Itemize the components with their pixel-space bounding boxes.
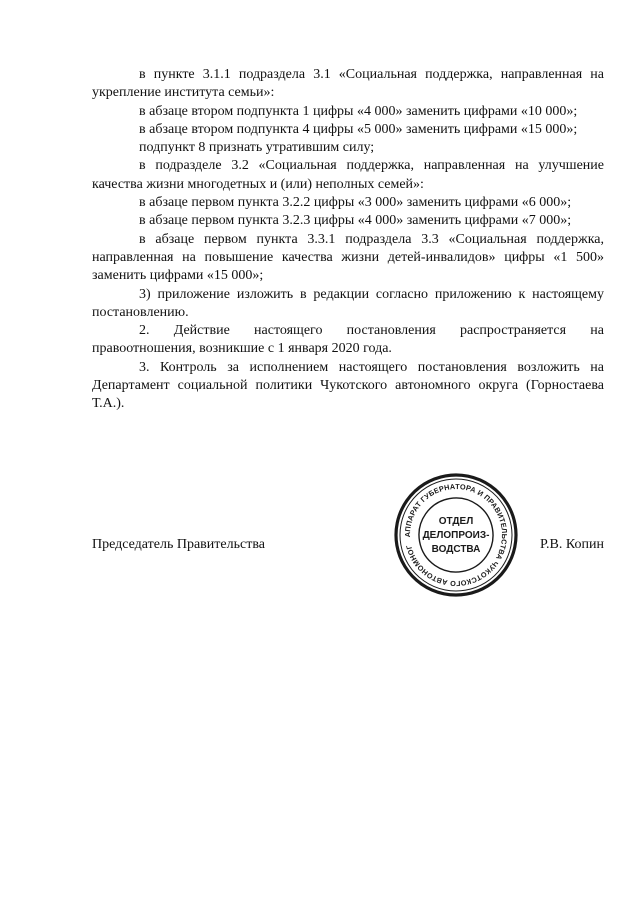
seal-center-line-3: ВОДСТВА [431,544,481,555]
paragraph-item-3-2-3: в абзаце первом пункта 3.2.3 цифры «4 000» заменить цифрами «7 000»; [139,213,572,229]
signatory-name: Р.В. Копин [540,537,604,552]
paragraph-appendix: 3) приложение изложить в редакции согласно приложению к настоящему постановлению. [92,286,604,320]
paragraph-subitem-1: в абзаце втором подпункта 1 цифры «4 000» заменить цифрами «10 000»; [139,103,578,119]
seal-icon [391,470,521,600]
signatory-position: Председатель Правительства [92,537,265,552]
official-seal-stamp [391,470,521,600]
paragraph-subitem-8: подпункт 8 признать утратившим силу; [139,140,375,156]
document-body [92,66,604,414]
paragraph-item-3-2-2: в абзаце первом пункта 3.2.2 цифры «3 000» заменить цифрами «6 000»; [139,195,572,211]
paragraph-item-3-1-1: в пункте 3.1.1 подраздела 3.1 «Социальная поддержка, направленная на укрепление института семьи»: [92,67,604,101]
paragraph-control: 3. Контроль за исполнением настоящего постановления возложить на Департамент социальной политики Чукотского автономного округа (Горностаева Т.А.). [92,359,604,412]
paragraph-subsection-3-2: в подразделе 3.2 «Социальная поддержка, направленная на улучшение качества жизни многодетных и (или) неполных семей»: [92,158,604,192]
signature-block [92,536,604,558]
paragraph-item-3-3-1: в абзаце первом пункта 3.3.1 подраздела 3.3 «Социальная поддержка, направленная на повышение качества жизни детей-инвалидов» цифры «1 500» заменить цифрами «15 000»; [92,231,604,284]
seal-center-line-2: ДЕЛОПРОИЗ- [422,530,490,541]
seal-ring-text: АППАРАТ ГУБЕРНАТОРА И ПРАВИТЕЛЬСТВА ЧУКОТСКОГО АВТОНОМНОГО [402,481,510,589]
seal-center-line-1: ОТДЕЛ [438,516,474,527]
paragraph-subitem-4: в абзаце втором подпункта 4 цифры «5 000» заменить цифрами «15 000»; [139,121,578,137]
paragraph-effective-date: 2. Действие настоящего постановления распространяется на правоотношения, возникшие с 1 января 2020 года. [92,323,604,357]
